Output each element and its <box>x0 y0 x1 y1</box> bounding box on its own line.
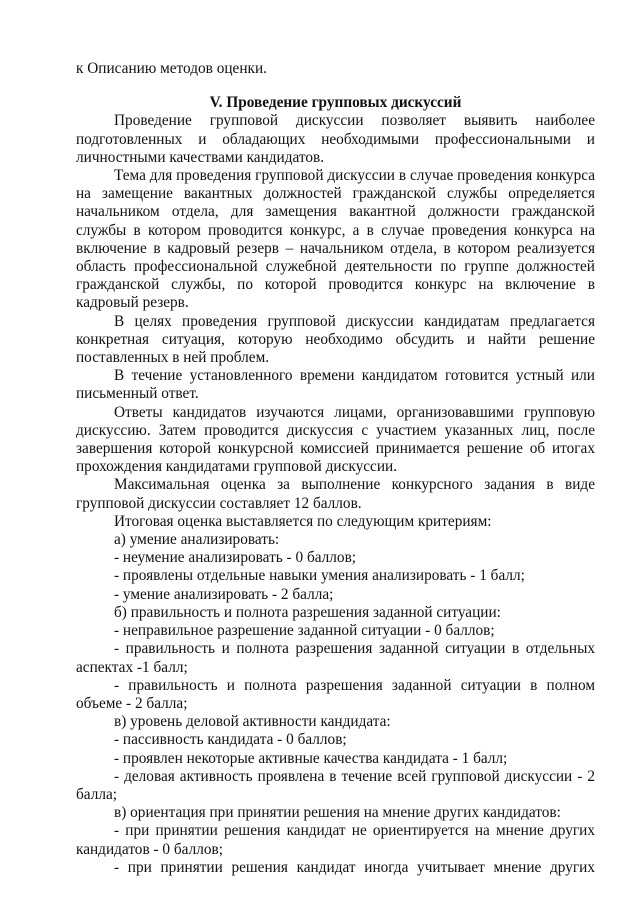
section-title: V. Проведение групповых дискуссий <box>209 94 462 112</box>
criterion-item: - пассивность кандидата - 0 баллов; <box>114 731 347 749</box>
criterion-item: - неумение анализировать - 0 баллов; <box>114 549 357 567</box>
criterion-item: - неправильное разрешение заданной ситуации - 0 баллов; <box>114 622 495 640</box>
criterion-item: - при принятии решения кандидат не ориентируется на мнение других кандидатов - 0 баллов; <box>76 822 595 858</box>
paragraph: Тема для проведения групповой дискуссии в случае проведения конкурса на замещение вакантных должностей гражданской службы определяется начальником отдела, для замещения вакантной должности гражданской службы в котором проводится конкурс, а в случае проведения конкурса на включение в кадровый резерв – начальником отдела, в котором реализуется область профессиональной служебной деятельности по группе должностей гражданской службы, по которой проводится конкурс на включение в кадровый резерв. <box>76 167 595 312</box>
document-body <box>76 60 595 877</box>
paragraph: Проведение групповой дискуссии позволяет выявить наиболее подготовленных и обладающих необходимыми профессиональными и личностными качествами кандидатов. <box>76 112 595 166</box>
criteria-intro: Итоговая оценка выставляется по следующим критериям: <box>114 512 492 530</box>
paragraph: Ответы кандидатов изучаются лицами, организовавшими групповую дискуссию. Затем проводится дискуссия с участием указанных лиц, после завершения которой конкурсной комиссией принимается решение об итогах прохождения кандидатами групповой дискуссии. <box>76 403 595 476</box>
criterion-heading: в) уровень деловой активности кандидата: <box>114 713 391 731</box>
criterion-item-truncated: - при принятии решения кандидат иногда учитывает мнение других <box>114 858 595 876</box>
criterion-item: - умение анализировать - 2 балла; <box>114 585 334 603</box>
paragraph: В течение установленного времени кандидатом готовится устный или письменный ответ. <box>76 367 595 403</box>
intro-line: к Описанию методов оценки. <box>76 60 267 77</box>
paragraph: Максимальная оценка за выполнение конкурсного задания в виде групповой дискуссии составляет 12 баллов. <box>76 476 595 512</box>
criterion-heading: в) ориентация при принятии решения на мнение других кандидатов: <box>114 804 561 822</box>
criterion-item: - проявлен некоторые активные качества кандидата - 1 балл; <box>114 749 508 767</box>
criterion-heading: а) умение анализировать: <box>114 531 280 549</box>
criterion-item: - проявлены отдельные навыки умения анализировать - 1 балл; <box>114 567 525 585</box>
criterion-item: - деловая активность проявлена в течение всей групповой дискуссии - 2 балла; <box>76 767 595 803</box>
criterion-item: - правильность и полнота разрешения заданной ситуации в отдельных аспектах -1 балл; <box>76 640 595 676</box>
paragraph: В целях проведения групповой дискуссии кандидатам предлагается конкретная ситуация, которую необходимо обсудить и найти решение поставленных в ней проблем. <box>76 312 595 367</box>
criterion-item: - правильность и полнота разрешения заданной ситуации в полном объеме - 2 балла; <box>76 676 595 712</box>
criterion-heading: б) правильность и полнота разрешения заданной ситуации: <box>114 603 501 621</box>
